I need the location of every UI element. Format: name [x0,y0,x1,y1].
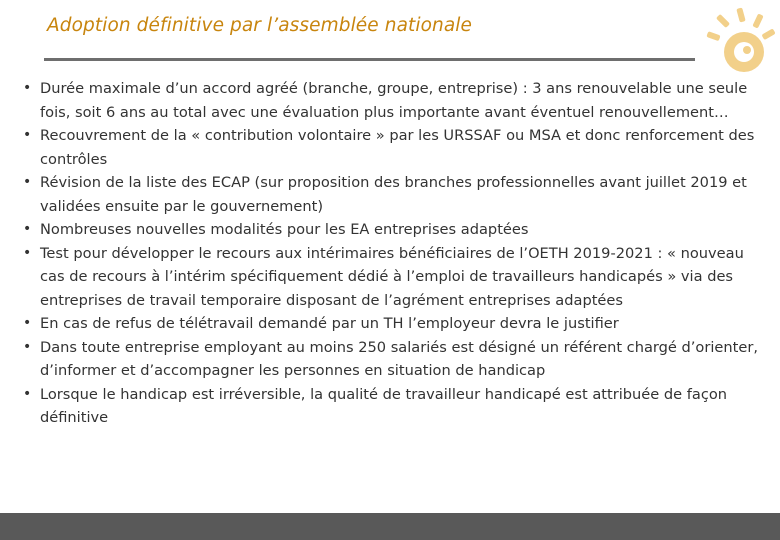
list-item-text: Lorsque le handicap est irréversible, la qualité de travailleur handicapé est attribuée de façon définitive [40,385,728,426]
footer-bar [0,513,780,540]
list-item [20,336,762,383]
bullet-glyph: • [23,221,32,237]
list-item-text: En cas de refus de télétravail demandé par un TH l’employeur devra le justifier [40,315,619,332]
title-underline [44,58,695,61]
bullet-glyph: • [23,80,32,96]
list-item [20,77,762,124]
list-item-text: Dans toute entreprise employant au moins 250 salariés est désigné un référent chargé d’orienter, d’informer et d’accompagner les personnes en situation de handicap [40,338,758,379]
bullet-glyph: • [23,385,32,402]
bullet-glyph: • [23,244,32,261]
bullet-glyph: • [23,127,32,143]
list-item-text: Durée maximale d’un accord agréé (branche, groupe, entreprise) : 3 ans renouvelable une seule fois, soit 6 ans au total avec une évaluation plus importante avant éventuel renouvellement… [40,80,748,121]
list-item [20,383,762,430]
slide-title: Adoption définitive par l’assemblée nationale [47,15,473,36]
list-item [20,242,762,313]
sun-eye-logo [700,6,780,76]
list-item-text: Révision de la liste des ECAP (sur proposition des branches professionnelles avant juillet 2019 et validées ensuite par le gouvernement) [40,174,747,215]
bullet-glyph: • [23,174,32,190]
bullet-list [20,77,762,430]
bullet-glyph: • [23,315,32,331]
list-item [20,312,762,336]
list-item [20,171,762,218]
list-item-text: Test pour développer le recours aux intérimaires bénéficiaires de l’OETH 2019-2021 : « nouveau cas de recours à l’intérim spécifiquement dédié à l’emploi de travailleurs handicapés » via des entreprises de travail temporaire disposant de l’agrément entreprises adaptées [40,244,744,309]
list-item-text: Recouvrement de la « contribution volontaire » par les URSSAF ou MSA et donc renforcement des contrôles [40,127,755,168]
list-item-text: Nombreuses nouvelles modalités pour les EA entreprises adaptées [40,221,529,238]
list-item [20,124,762,171]
list-item [20,218,762,242]
bullet-glyph: • [23,338,32,355]
